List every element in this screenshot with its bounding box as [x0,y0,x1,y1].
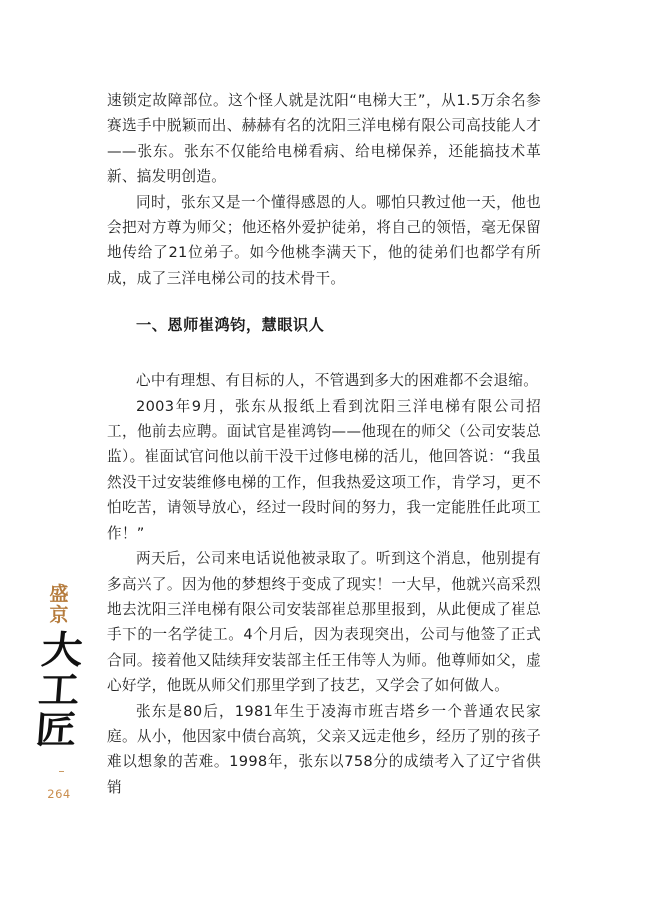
paragraph-gratitude: 同时，张东又是一个懂得感恩的人。哪怕只教过他一天，他也会把对方尊为师父；他还格外爱护徒弟，将自己的领悟，毫无保留地传给了21位弟子。如今他桃李满天下，他的徒弟们也都学有所成，成了三洋电梯公司的技术骨干。 [107,193,541,287]
paragraph-background: 张东是80后，1981年生于凌海市班吉塔乡一个普通农民家庭。从小，他因家中债台高筑，父亲又远走他乡，经历了别的孩子难以想象的苦难。1998年，张东以758分的成绩考入了辽宁省供销 [107,702,541,796]
page-number-mark [59,771,64,772]
brand-calligraphy-logo: 大工匠 [33,627,85,752]
section-heading: 一、恩师崔鸿钧，慧眼识人 [136,316,325,335]
paragraph-ideal: 心中有理想、有目标的人，不管遇到多大的困难都不会退缩。 [136,372,539,390]
paragraph-continued: 速锁定故障部位。这个怪人就是沈阳“电梯大王”，从1.5万余名参赛选手中脱颖而出、赫赫有名的沈阳三洋电梯有限公司高技能人才——张东。张东不仅能给电梯看病、给电梯保养，还能搞技术革新、搞发明创造。 [107,92,541,186]
brand-small-text: 盛京 [49,583,69,626]
paragraph-hired: 两天后，公司来电话说他被录取了。听到这个消息，他别提有多高兴了。因为他的梦想终于变成了现实！一大早，他就兴高采烈地去沈阳三洋电梯有限公司安装部崔总那里报到，从此便成了崔总手下的一名学徒工。4个月后，因为表现突出，公司与他签了正式合同。接着他又陆续拜安装部主任王伟等人为师。他尊师如父，虚心好学，他既从师父们那里学到了技艺，又学会了如何做人。 [107,550,541,695]
paragraph-interview: 2003年9月，张东从报纸上看到沈阳三洋电梯有限公司招工，他前去应聘。面试官是崔鸿钧——他现在的师父（公司安装总监）。崔面试官问他以前干没干过修电梯的活儿，他回答说：“我虽然没干过安装维修电梯的工作，但我热爱这项工作，肯学习，更不怕吃苦，请领导放心，经过一段时间的努力，我一定能胜任此项工作！” [107,397,541,542]
page-number: 264 [47,787,71,801]
main-content [107,88,541,800]
